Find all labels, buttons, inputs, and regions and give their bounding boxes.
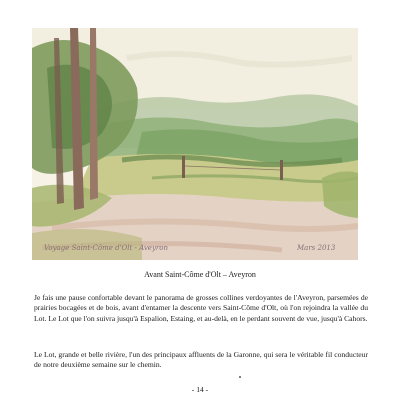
- paragraph-2: Le Lot, grande et belle rivière, l'un des principaux affluents de la Garonne, qui sera le véritable fil conducteur de notre deuxième semaine sur le chemin.: [34, 350, 368, 370]
- sketch-signature-date: Mars 2013: [297, 244, 336, 252]
- landscape-sketch: [32, 28, 358, 260]
- sketch-signature-left: Voyage Saint-Côme d'Olt - Aveyron: [44, 244, 168, 252]
- stray-mark: [239, 376, 241, 378]
- landscape-drawing: [32, 28, 358, 260]
- page-number: - 14 -: [191, 385, 209, 394]
- paragraph-1: Je fais une pause confortable devant le panorama de grosses collines verdoyantes de l'Aveyron, parsemées de prairies bocagées et de bois, avant d'entamer la descente vers Saint-Côme d'Olt, où l'on rejoindra la vallée du Lot. Le Lot que l'on suivra jusqu'à Espalion, Estaing, et au-delà, en le perdant souvent de vue, jusqu'à Cahors.: [34, 293, 368, 323]
- illustration-caption: Avant Saint-Côme d'Olt – Aveyron: [144, 270, 256, 279]
